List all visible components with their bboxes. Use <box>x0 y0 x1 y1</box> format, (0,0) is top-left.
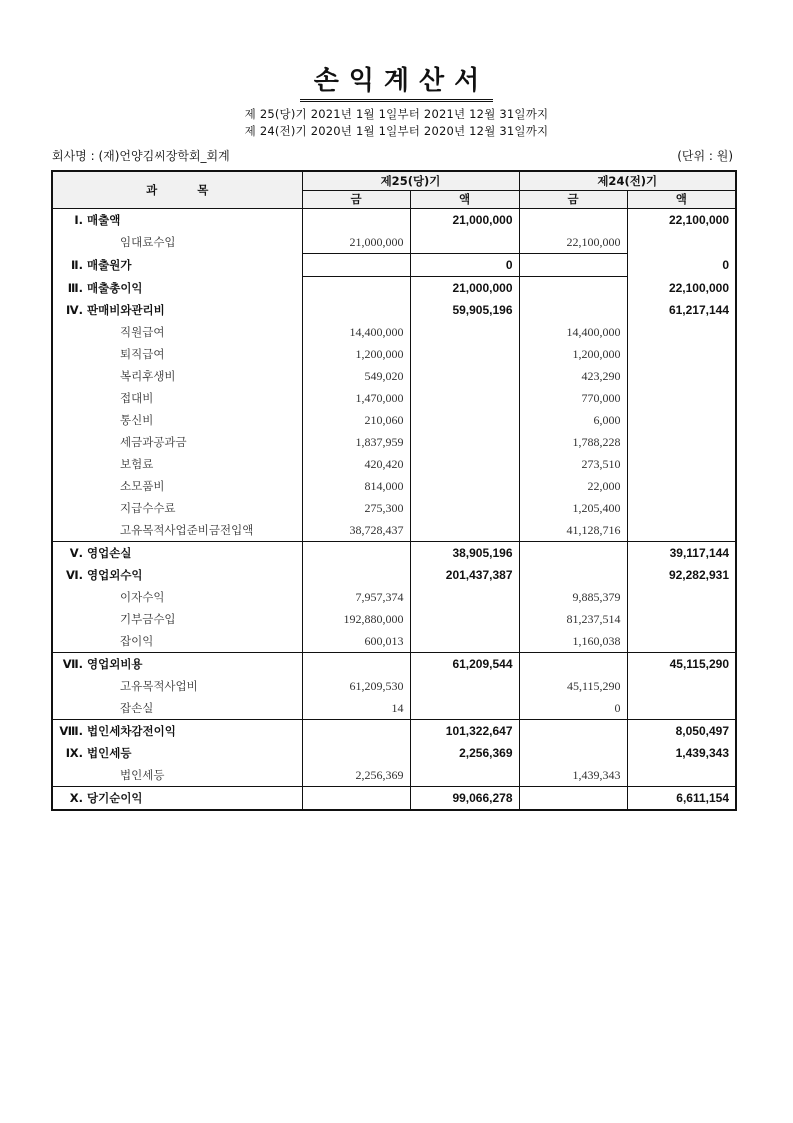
prior-detail-amount <box>519 299 627 321</box>
detail-row <box>52 409 736 431</box>
item-name: 잡이익 <box>120 634 154 648</box>
prior-total-amount <box>627 343 736 365</box>
subject-header-label: 과 목 <box>146 183 209 197</box>
prior-detail-amount: 1,160,038 <box>519 630 627 653</box>
prior-detail-amount: 22,100,000 <box>519 231 627 254</box>
subject-header <box>52 171 302 209</box>
account-name-cell <box>52 409 302 431</box>
unit-label: (단위 : 원) <box>677 149 733 163</box>
company-name: 회사명 : (재)언양김씨장학회_회계 <box>52 149 230 163</box>
item-name: 법인세등 <box>120 768 165 782</box>
account-name-cell <box>52 365 302 387</box>
current-detail-amount: 14,400,000 <box>302 321 410 343</box>
account-name-cell <box>52 209 302 232</box>
current-total-amount <box>410 231 519 254</box>
major-row <box>52 720 736 743</box>
prior-total-amount <box>627 475 736 497</box>
account-name-cell <box>52 431 302 453</box>
section-name: 매출총이익 <box>87 280 143 295</box>
current-total-amount: 99,066,278 <box>410 787 519 811</box>
detail-row <box>52 764 736 787</box>
account-name-cell <box>52 497 302 519</box>
prior-total-amount <box>627 321 736 343</box>
prior-detail-amount <box>519 564 627 586</box>
detail-row <box>52 387 736 409</box>
detail-row <box>52 365 736 387</box>
major-row <box>52 742 736 764</box>
prior-detail-amount: 0 <box>519 697 627 720</box>
prior-detail-amount <box>519 742 627 764</box>
prior-total-amount <box>627 697 736 720</box>
prior-total-amount <box>627 409 736 431</box>
prior-total-amount: 61,217,144 <box>668 303 729 317</box>
major-row <box>52 542 736 565</box>
account-name-cell <box>52 542 302 565</box>
detail-row <box>52 519 736 542</box>
account-name-cell <box>52 299 302 321</box>
detail-row <box>52 321 736 343</box>
section-numeral: Ⅰ. <box>74 213 83 227</box>
current-detail-amount: 814,000 <box>302 475 410 497</box>
current-amount-header-b: 액 <box>410 191 519 209</box>
prior-detail-amount: 6,000 <box>519 409 627 431</box>
current-detail-amount: 1,837,959 <box>302 431 410 453</box>
account-name-cell <box>52 343 302 365</box>
current-total-amount <box>410 764 519 787</box>
prior-total-amount <box>627 431 736 453</box>
current-detail-amount <box>302 542 410 565</box>
current-total-amount: 21,000,000 <box>410 209 519 232</box>
prior-detail-amount <box>519 653 627 676</box>
account-name-cell <box>52 697 302 720</box>
current-total-amount <box>410 343 519 365</box>
detail-row <box>52 453 736 475</box>
prior-total-amount <box>627 231 736 254</box>
account-name-cell <box>52 675 302 697</box>
section-numeral: Ⅹ. <box>69 791 83 805</box>
major-row <box>52 299 736 321</box>
prior-detail-amount: 423,290 <box>519 365 627 387</box>
current-total-amount <box>410 630 519 653</box>
prior-detail-amount: 1,788,228 <box>519 431 627 453</box>
section-numeral: Ⅷ. <box>59 724 83 738</box>
current-detail-amount: 14 <box>302 697 410 720</box>
detail-row <box>52 608 736 630</box>
current-detail-amount <box>302 209 410 232</box>
prior-detail-amount: 770,000 <box>519 387 627 409</box>
major-row <box>52 209 736 232</box>
current-detail-amount: 1,200,000 <box>302 343 410 365</box>
prior-detail-amount <box>519 277 627 300</box>
prior-detail-amount: 9,885,379 <box>519 586 627 608</box>
section-numeral: Ⅴ. <box>69 546 83 560</box>
section-name: 당기순이익 <box>87 791 143 805</box>
section-name: 영업외수익 <box>87 568 143 582</box>
section-numeral: Ⅳ. <box>65 303 83 317</box>
prior-detail-amount: 81,237,514 <box>519 608 627 630</box>
account-name-cell <box>52 453 302 475</box>
major-row <box>52 254 736 277</box>
detail-row <box>52 586 736 608</box>
account-name-cell <box>52 321 302 343</box>
account-name-cell <box>52 720 302 743</box>
income-statement-table <box>51 170 737 811</box>
prior-detail-amount: 41,128,716 <box>519 519 627 542</box>
current-total-amount <box>410 675 519 697</box>
current-amount-header-a: 금 <box>302 191 410 209</box>
current-detail-amount: 1,470,000 <box>302 387 410 409</box>
item-name: 고유목적사업준비금전입액 <box>120 523 254 537</box>
major-row <box>52 564 736 586</box>
section-numeral: Ⅸ. <box>65 746 83 760</box>
prior-detail-amount <box>519 254 627 277</box>
item-name: 고유목적사업비 <box>120 679 198 693</box>
current-total-amount: 21,000,000 <box>410 277 519 300</box>
current-detail-amount: 420,420 <box>302 453 410 475</box>
statement-rows <box>52 209 736 811</box>
section-name: 법인세차감전이익 <box>87 724 176 738</box>
current-detail-amount: 600,013 <box>302 630 410 653</box>
section-name: 판매비와관리비 <box>87 303 165 317</box>
prior-total-amount <box>627 453 736 475</box>
prior-total-amount <box>627 387 736 409</box>
current-total-amount <box>410 519 519 542</box>
prior-total-amount: 6,611,154 <box>627 787 736 811</box>
prior-detail-amount: 1,439,343 <box>519 764 627 787</box>
current-detail-amount: 7,957,374 <box>302 586 410 608</box>
prior-total-amount: 45,115,290 <box>627 653 736 676</box>
current-detail-amount: 61,209,530 <box>302 675 410 697</box>
prior-total-amount <box>627 586 736 608</box>
prior-detail-amount <box>519 787 627 811</box>
current-detail-amount <box>302 277 410 300</box>
item-name: 퇴직급여 <box>120 347 165 361</box>
section-name: 매출원가 <box>87 258 132 272</box>
account-name-cell <box>52 586 302 608</box>
account-name-cell <box>52 254 302 277</box>
prior-total-amount: 92,282,931 <box>668 568 729 582</box>
item-name: 접대비 <box>120 391 154 405</box>
prior-detail-amount <box>519 209 627 232</box>
current-detail-amount <box>302 653 410 676</box>
current-total-amount <box>410 431 519 453</box>
current-total-amount <box>410 475 519 497</box>
detail-row <box>52 675 736 697</box>
prior-total-amount <box>627 519 736 542</box>
current-detail-amount: 549,020 <box>302 365 410 387</box>
current-detail-amount <box>302 254 410 277</box>
item-name: 소모품비 <box>120 479 165 493</box>
prior-total-amount <box>627 365 736 387</box>
account-name-cell <box>52 653 302 676</box>
account-name-cell <box>52 277 302 300</box>
account-name-cell <box>52 608 302 630</box>
item-name: 보험료 <box>120 457 154 471</box>
prior-amount-header-b: 액 <box>627 191 736 209</box>
major-row <box>52 653 736 676</box>
current-detail-amount <box>302 787 410 811</box>
detail-row <box>52 431 736 453</box>
current-detail-amount <box>302 564 410 586</box>
period-current: 제 25(당)기 2021년 1월 1일부터 2021년 12월 31일까지 <box>244 107 549 121</box>
section-numeral: Ⅱ. <box>71 258 83 272</box>
prior-total-amount <box>627 608 736 630</box>
current-total-amount <box>410 608 519 630</box>
title-wrap <box>0 60 793 102</box>
current-total-amount: 201,437,387 <box>410 564 519 586</box>
current-total-amount: 59,905,196 <box>410 299 519 321</box>
document-title: 손익계산서 <box>300 60 494 102</box>
prior-total-amount: 39,117,144 <box>627 542 736 565</box>
current-detail-amount <box>302 720 410 743</box>
item-name: 잡손실 <box>120 701 154 715</box>
detail-row <box>52 343 736 365</box>
section-name: 법인세등 <box>87 746 132 760</box>
current-detail-amount <box>302 742 410 764</box>
item-name: 직원급여 <box>120 325 165 339</box>
current-detail-amount: 2,256,369 <box>302 764 410 787</box>
item-name: 복리후생비 <box>120 369 176 383</box>
current-total-amount <box>410 453 519 475</box>
account-name-cell <box>52 564 302 586</box>
account-name-cell <box>52 787 302 811</box>
detail-row <box>52 630 736 653</box>
item-name: 이자수익 <box>120 590 165 604</box>
account-name-cell <box>52 742 302 764</box>
prior-period-header: 제24(전)기 <box>519 171 736 191</box>
detail-row <box>52 697 736 720</box>
current-detail-amount: 192,880,000 <box>302 608 410 630</box>
prior-detail-amount: 45,115,290 <box>519 675 627 697</box>
account-name-cell <box>52 764 302 787</box>
current-total-amount: 38,905,196 <box>410 542 519 565</box>
item-name: 임대료수입 <box>120 235 176 250</box>
detail-row <box>52 497 736 519</box>
section-numeral: Ⅶ. <box>62 657 83 671</box>
section-numeral: Ⅵ. <box>65 568 83 582</box>
current-detail-amount: 21,000,000 <box>302 231 410 254</box>
prior-total-amount: 1,439,343 <box>675 746 729 760</box>
current-period-header: 제25(당)기 <box>302 171 519 191</box>
current-detail-amount <box>302 299 410 321</box>
prior-detail-amount: 273,510 <box>519 453 627 475</box>
period-prior: 제 24(전)기 2020년 1월 1일부터 2020년 12월 31일까지 <box>244 124 549 138</box>
prior-detail-amount: 1,200,000 <box>519 343 627 365</box>
section-numeral: Ⅲ. <box>67 280 83 295</box>
prior-detail-amount: 14,400,000 <box>519 321 627 343</box>
current-total-amount <box>410 409 519 431</box>
current-total-amount: 0 <box>410 254 519 277</box>
current-total-amount: 61,209,544 <box>410 653 519 676</box>
prior-total-amount: 0 <box>722 258 729 272</box>
prior-total-amount: 8,050,497 <box>627 720 736 743</box>
current-total-amount: 2,256,369 <box>410 742 519 764</box>
prior-total-amount: 22,100,000 <box>668 280 729 295</box>
account-name-cell <box>52 475 302 497</box>
item-name: 지급수수료 <box>120 501 176 515</box>
prior-detail-amount <box>519 720 627 743</box>
prior-detail-amount: 22,000 <box>519 475 627 497</box>
current-total-amount <box>410 586 519 608</box>
major-row <box>52 787 736 811</box>
section-name: 매출액 <box>87 213 121 227</box>
item-name: 통신비 <box>120 413 154 427</box>
current-total-amount: 101,322,647 <box>410 720 519 743</box>
major-row <box>52 277 736 300</box>
prior-total-amount <box>627 630 736 653</box>
current-detail-amount: 210,060 <box>302 409 410 431</box>
prior-total-amount <box>627 675 736 697</box>
account-name-cell <box>52 387 302 409</box>
current-total-amount <box>410 697 519 720</box>
section-name: 영업외비용 <box>87 657 143 671</box>
prior-amount-header-a: 금 <box>519 191 627 209</box>
current-total-amount <box>410 321 519 343</box>
account-name-cell <box>52 231 302 254</box>
prior-total-amount: 22,100,000 <box>668 213 729 227</box>
account-name-cell <box>52 519 302 542</box>
current-detail-amount: 275,300 <box>302 497 410 519</box>
item-name: 기부금수입 <box>120 612 176 626</box>
detail-row <box>52 475 736 497</box>
account-name-cell <box>52 630 302 653</box>
current-total-amount <box>410 365 519 387</box>
item-name: 세금과공과금 <box>120 435 187 449</box>
current-total-amount <box>410 497 519 519</box>
section-name: 영업손실 <box>87 546 132 560</box>
current-detail-amount: 38,728,437 <box>302 519 410 542</box>
prior-total-amount <box>627 497 736 519</box>
current-total-amount <box>410 387 519 409</box>
prior-detail-amount <box>519 542 627 565</box>
prior-total-amount <box>627 764 736 787</box>
prior-detail-amount: 1,205,400 <box>519 497 627 519</box>
detail-row <box>52 231 736 254</box>
